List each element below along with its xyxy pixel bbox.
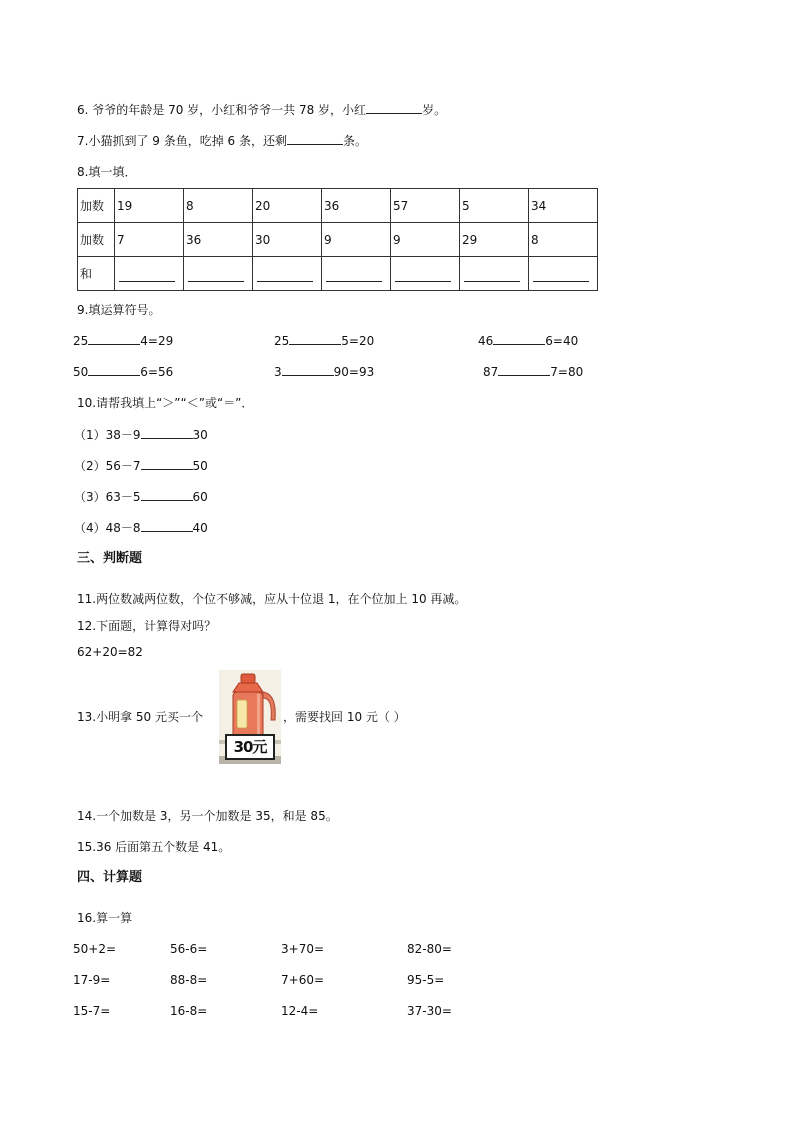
answer-blank[interactable] — [141, 426, 193, 439]
question-6-text: 6. 爷爷的年龄是 70 岁，小红和爷爷一共 78 岁，小红 — [77, 103, 367, 117]
table-cell: 29 — [460, 223, 529, 257]
price-tag: 30元 — [225, 734, 275, 760]
answer-blank[interactable] — [141, 519, 193, 532]
operator-item: 46 6=40 — [478, 334, 579, 348]
row-label: 和 — [78, 257, 115, 291]
answer-blank[interactable] — [141, 457, 193, 470]
calc-item: 95-5= — [407, 973, 445, 987]
compare-item: （2）56－7 50 — [74, 459, 208, 473]
answer-blank[interactable] — [88, 332, 140, 345]
row-label: 加数 — [78, 189, 115, 223]
question-14: 14.一个加数是 3，另一个加数是 35，和是 85。 — [77, 809, 338, 823]
calc-item: 37-30= — [407, 1004, 452, 1018]
answer-cell[interactable] — [460, 257, 529, 291]
compare-item: （1）38－9 30 — [74, 428, 208, 442]
answer-blank[interactable] — [366, 101, 422, 114]
fill-table — [77, 188, 598, 291]
table-cell: 9 — [391, 223, 460, 257]
answer-blank[interactable] — [493, 332, 545, 345]
question-7-suffix: 条。 — [342, 134, 367, 148]
table-row — [78, 257, 598, 291]
table-row — [78, 189, 598, 223]
question-16-title: 16.算一算 — [77, 911, 133, 925]
question-6-suffix: 岁。 — [422, 103, 447, 117]
answer-cell[interactable] — [115, 257, 184, 291]
question-9-title: 9.填运算符号。 — [77, 303, 161, 317]
question-7-text: 7.小猫抓到了 9 条鱼，吃掉 6 条，还剩 — [77, 134, 287, 148]
table-cell: 57 — [391, 189, 460, 223]
table-cell: 8 — [184, 189, 253, 223]
operator-item: 87 7=80 — [483, 365, 584, 379]
calc-item: 15-7= — [73, 1004, 111, 1018]
table-cell: 7 — [115, 223, 184, 257]
question-6 — [77, 101, 446, 119]
answer-cell[interactable] — [391, 257, 460, 291]
thermos-bottle-image — [219, 670, 281, 764]
table-cell: 5 — [460, 189, 529, 223]
section-heading: 三、判断题 — [77, 551, 143, 566]
table-cell: 19 — [115, 189, 184, 223]
section-heading: 四、计算题 — [77, 870, 143, 885]
operator-item: 50 6=56 — [73, 365, 174, 379]
calc-item: 7+60= — [281, 973, 325, 987]
answer-blank[interactable] — [498, 363, 550, 376]
calc-item: 88-8= — [170, 973, 208, 987]
question-13-prefix: 13.小明拿 50 元买一个 — [77, 710, 203, 724]
calc-item: 3+70= — [281, 942, 325, 956]
question-10-title: 10.请帮我填上“＞”“＜”或“＝”． — [77, 396, 254, 410]
operator-item: 3 90=93 — [274, 365, 375, 379]
question-12-title: 12.下面题，计算得对吗？ — [77, 619, 217, 633]
answer-cell[interactable] — [253, 257, 322, 291]
question-8-title: 8.填一填． — [77, 165, 137, 179]
calc-item: 50+2= — [73, 942, 117, 956]
table-cell: 30 — [253, 223, 322, 257]
table-cell: 9 — [322, 223, 391, 257]
answer-blank[interactable] — [88, 363, 140, 376]
calc-item: 17-9= — [73, 973, 111, 987]
operator-item: 25 5=20 — [274, 334, 375, 348]
table-cell: 36 — [322, 189, 391, 223]
question-12-expr: 62+20=82 — [77, 645, 143, 659]
operator-item: 25 4=29 — [73, 334, 174, 348]
table-cell: 8 — [529, 223, 598, 257]
compare-item: （3）63－5 60 — [74, 490, 208, 504]
table-cell: 34 — [529, 189, 598, 223]
question-15: 15.36 后面第五个数是 41。 — [77, 840, 231, 854]
table-row — [78, 223, 598, 257]
calc-item: 82-80= — [407, 942, 452, 956]
calc-item: 56-6= — [170, 942, 208, 956]
answer-blank[interactable] — [282, 363, 334, 376]
answer-blank[interactable] — [287, 132, 343, 145]
answer-blank[interactable] — [141, 488, 193, 501]
compare-item: （4）48－8 40 — [74, 521, 208, 535]
row-label: 加数 — [78, 223, 115, 257]
table-cell: 20 — [253, 189, 322, 223]
answer-blank[interactable] — [289, 332, 341, 345]
table-cell: 36 — [184, 223, 253, 257]
question-7 — [77, 132, 367, 150]
question-11: 11.两位数减两位数，个位不够减，应从十位退 1，在个位加上 10 再减。 — [77, 592, 467, 606]
answer-cell[interactable] — [184, 257, 253, 291]
calc-item: 16-8= — [170, 1004, 208, 1018]
question-13-suffix: ，需要找回 10 元（ ） — [283, 710, 406, 724]
answer-cell[interactable] — [322, 257, 391, 291]
answer-cell[interactable] — [529, 257, 598, 291]
calc-item: 12-4= — [281, 1004, 319, 1018]
